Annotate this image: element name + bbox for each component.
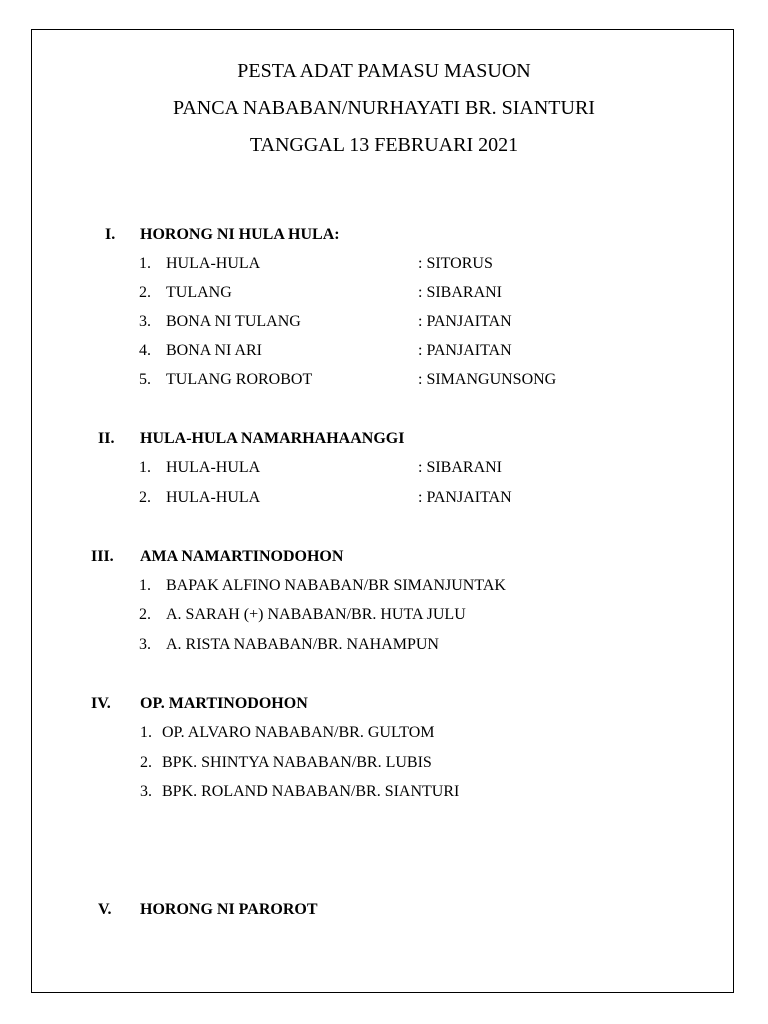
item-number: 3. <box>140 783 152 800</box>
item-value: : PANJAITAN <box>418 342 512 359</box>
item-number: 5. <box>139 371 151 388</box>
item-name: BPK. SHINTYA NABABAN/BR. LUBIS <box>162 754 432 771</box>
item-number: 1. <box>139 577 151 594</box>
section-number: IV. <box>91 695 111 712</box>
section-heading: AMA NAMARTINODOHON <box>140 548 344 565</box>
item-value: : PANJAITAN <box>418 489 512 506</box>
item-number: 2. <box>139 606 151 623</box>
section-heading: HORONG NI HULA HULA: <box>140 226 340 243</box>
item-name: BONA NI ARI <box>166 342 263 359</box>
section-number: V. <box>98 901 112 918</box>
item-number: 1. <box>139 255 151 272</box>
item-number: 2. <box>139 489 151 506</box>
item-number: 3. <box>139 313 151 330</box>
document-subtitle-names: PANCA NABABAN/NURHAYATI BR. SIANTURI <box>173 97 595 119</box>
section-heading: HORONG NI PAROROT <box>140 901 318 918</box>
item-number: 4. <box>139 342 151 359</box>
item-number: 3. <box>139 636 151 653</box>
item-name: OP. ALVARO NABABAN/BR. GULTOM <box>162 724 435 741</box>
item-name: TULANG ROROBOT <box>166 371 313 388</box>
section-heading: OP. MARTINODOHON <box>140 695 308 712</box>
item-name: A. SARAH (+) NABABAN/BR. HUTA JULU <box>166 606 466 623</box>
item-name: BPK. ROLAND NABABAN/BR. SIANTURI <box>162 783 460 800</box>
item-value: : SIBARANI <box>418 284 503 301</box>
item-name: BAPAK ALFINO NABABAN/BR SIMANJUNTAK <box>166 577 506 594</box>
page-border <box>31 29 734 993</box>
item-name: HULA-HULA <box>166 489 261 506</box>
item-value: : SIBARANI <box>418 459 503 476</box>
item-number: 1. <box>140 724 152 741</box>
item-number: 2. <box>139 284 151 301</box>
item-value: : PANJAITAN <box>418 313 512 330</box>
document-date: TANGGAL 13 FEBRUARI 2021 <box>249 134 519 156</box>
item-name: BONA NI TULANG <box>166 313 301 330</box>
item-value: : SITORUS <box>418 255 493 272</box>
item-number: 2. <box>140 754 152 771</box>
item-value: : SIMANGUNSONG <box>418 371 557 388</box>
section-number: III. <box>91 548 114 565</box>
section-number: II. <box>98 430 115 447</box>
item-name: HULA-HULA <box>166 255 261 272</box>
document-title: PESTA ADAT PAMASU MASUON <box>237 60 531 82</box>
section-number: I. <box>105 226 116 243</box>
item-name: TULANG <box>166 284 232 301</box>
item-name: HULA-HULA <box>166 459 261 476</box>
item-name: A. RISTA NABABAN/BR. NAHAMPUN <box>166 636 439 653</box>
item-number: 1. <box>139 459 151 476</box>
section-heading: HULA-HULA NAMARHAHAANGGI <box>140 430 405 447</box>
